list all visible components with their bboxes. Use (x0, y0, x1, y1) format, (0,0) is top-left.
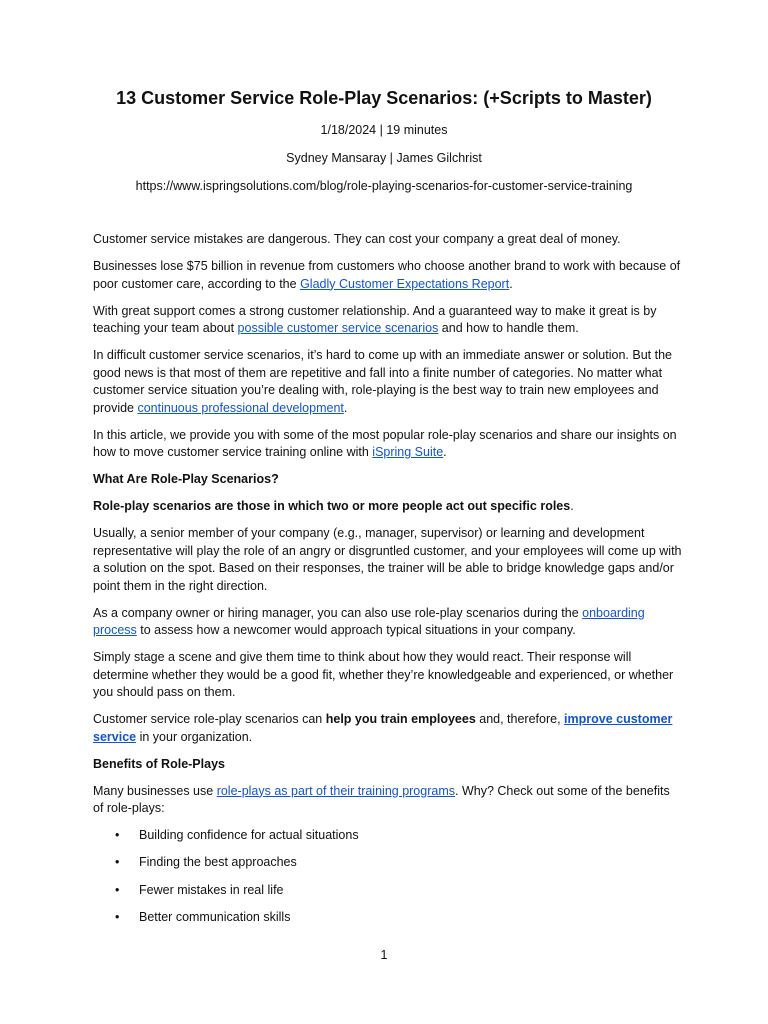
paragraph-definition: Role-play scenarios are those in which two or more people act out specific roles. (93, 499, 574, 513)
paragraph-benefits-intro: Many businesses use role-plays as part of their training programs. Why? Check out some of the benefits of role-plays: (93, 783, 670, 815)
list-item: • Fewer mistakes in real life (93, 882, 683, 909)
bullet-icon: • (115, 909, 120, 924)
link-ispring-suite[interactable]: iSpring Suite (372, 445, 444, 459)
link-training-programs[interactable]: role-plays as part of their training programs (216, 783, 455, 798)
paragraph-stage-scene: Simply stage a scene and give them time to think about how they would react. Their response will determine whether they would be a good fit, whether they’re knowledgeable and experienced, or whether you should pass on them. (93, 650, 674, 699)
article-body (93, 231, 683, 936)
bullet-icon: • (115, 882, 120, 897)
source-url: https://www.ispringsolutions.com/blog/role-playing-scenarios-for-customer-service-training (135, 179, 633, 193)
paragraph-support: With great support comes a strong customer relationship. And a guaranteed way to make it great is by teaching your team about possible customer service scenarios and how to handle them. (93, 303, 657, 335)
publish-date-duration: 1/18/2024 | 19 minutes (320, 123, 448, 137)
authors: Sydney Mansaray | James Gilchrist (286, 151, 482, 165)
heading-benefits: Benefits of Role-Plays (93, 756, 225, 771)
link-onboarding-process[interactable]: onboarding process (93, 605, 645, 637)
page-number: 1 (380, 948, 388, 962)
link-service-scenarios[interactable]: possible customer service scenarios (237, 321, 439, 335)
bullet-icon: • (115, 828, 120, 842)
list-item: • Better communication skills (93, 909, 683, 936)
paragraph-revenue-loss: Businesses lose $75 billion in revenue from customers who choose another brand to work with because of poor customer care, according to the Gladly Customer Expectations Report. (93, 259, 681, 291)
paragraph-usually: Usually, a senior member of your company (e.g., manager, supervisor) or learning and development representative will play the role of an angry or disgruntled customer, and your employees will come up with a solution on the spot. Based on their responses, the trainer will be able to bridge knowledge gaps and/or point them in the right direction. (93, 526, 682, 593)
paragraph-onboarding: As a company owner or hiring manager, you can also use role-play scenarios during the onboarding process to assess how a newcomer would approach typical situations in your company. (93, 605, 645, 637)
paragraph-difficult-scenarios: In difficult customer service scenarios, it’s hard to come up with an immediate answer or solution. But the good news is that most of them are repetitive and fall into a finite number of categories. No matter what customer service situation you’re dealing with, role-playing is the best way to train new employees and provide continuous professional development. (93, 348, 672, 415)
link-gladly-report[interactable]: Gladly Customer Expectations Report (300, 276, 510, 291)
page-title: 13 Customer Service Role-Play Scenarios: (+Scripts to Master) (116, 88, 652, 108)
heading-what-are-role-play: What Are Role-Play Scenarios? (93, 472, 279, 486)
bullet-icon: • (115, 855, 120, 870)
paragraph-intro: Customer service mistakes are dangerous. They can cost your company a great deal of money. (93, 232, 621, 246)
list-item: • Building confidence for actual situations (93, 827, 683, 854)
paragraph-train-employees: Customer service role-play scenarios can help you train employees and, therefore, improve customer service in your organization. (93, 712, 673, 744)
paragraph-article-overview: In this article, we provide you with some of the most popular role-play scenarios and share our insights on how to move customer service training online with iSpring Suite. (93, 427, 677, 459)
link-improve-customer-service[interactable]: improve customer service (93, 712, 673, 744)
list-item: • Finding the best approaches (93, 854, 683, 881)
benefits-list (93, 827, 683, 936)
link-professional-development[interactable]: continuous professional development (137, 400, 344, 415)
